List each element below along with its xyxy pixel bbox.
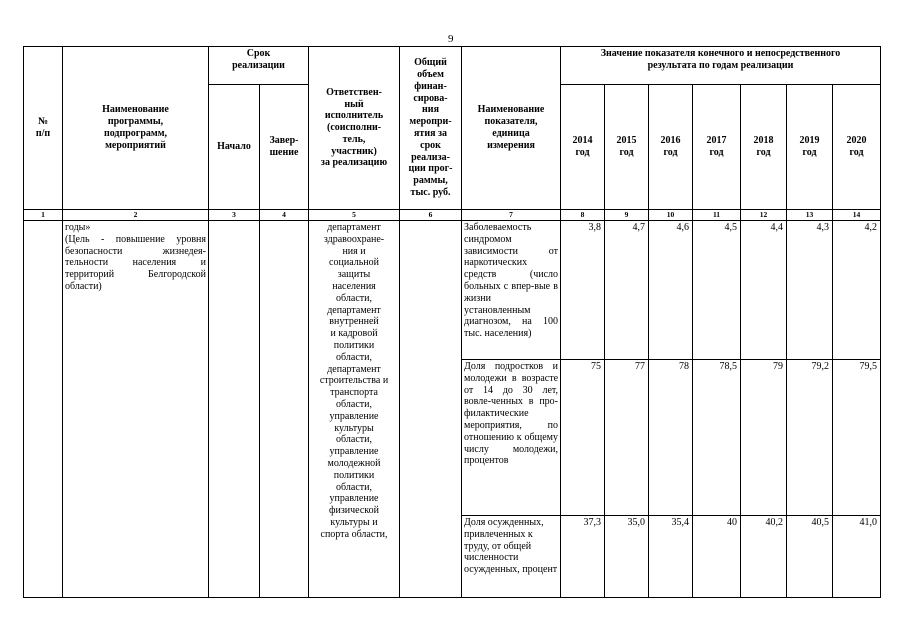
indicator-value: 79,5: [833, 360, 881, 516]
end-cell: [260, 221, 309, 598]
column-number: 14: [833, 210, 881, 221]
header-year-2019: 2019 год: [787, 85, 833, 210]
indicator-value: 79: [741, 360, 787, 516]
start-cell: [209, 221, 260, 598]
indicator-value: 4,5: [693, 221, 741, 360]
row-number-cell: [24, 221, 63, 598]
column-number: 6: [400, 210, 462, 221]
column-number: 11: [693, 210, 741, 221]
header-number: № п/п: [24, 47, 63, 210]
program-table: [23, 46, 881, 598]
column-number: 1: [24, 210, 63, 221]
column-number: 8: [561, 210, 605, 221]
indicator-value: 40,5: [787, 516, 833, 598]
indicator-value: 79,2: [787, 360, 833, 516]
indicator-value: 4,6: [649, 221, 693, 360]
column-number: 13: [787, 210, 833, 221]
indicator-value: 37,3: [561, 516, 605, 598]
indicator-name: Доля осужденных, привлеченных к труду, от общей численности осужденных, процент: [462, 516, 561, 598]
column-number-row: [24, 210, 881, 221]
indicator-value: 40: [693, 516, 741, 598]
indicator-value: 41,0: [833, 516, 881, 598]
table-row: [24, 221, 881, 360]
column-number: 5: [309, 210, 400, 221]
column-number: 3: [209, 210, 260, 221]
program-name-cell: годы» (Цель - повышение уровня безопасности жизнедея-тельности населения и территорий Белгородской области): [63, 221, 209, 598]
column-number: 2: [63, 210, 209, 221]
column-number: 10: [649, 210, 693, 221]
header-year-2017: 2017 год: [693, 85, 741, 210]
indicator-value: 35,0: [605, 516, 649, 598]
indicator-value: 40,2: [741, 516, 787, 598]
header-program-name: Наименование программы, подпрограмм, мероприятий: [63, 47, 209, 210]
indicator-value: 77: [605, 360, 649, 516]
indicator-value: 78,5: [693, 360, 741, 516]
column-number: 9: [605, 210, 649, 221]
header-year-2015: 2015 год: [605, 85, 649, 210]
funding-cell: [400, 221, 462, 598]
header-year-2014: 2014 год: [561, 85, 605, 210]
header-end: Завер- шение: [260, 85, 309, 210]
indicator-value: 35,4: [649, 516, 693, 598]
header-responsible: Ответствен- ный исполнитель (соисполни- тель, участник) за реализацию: [309, 47, 400, 210]
indicator-value: 75: [561, 360, 605, 516]
indicator-name: Доля подростков и молодежи в возрасте от 14 до 30 лет, вовле-ченных в про-филактические мероприятия, по отношению к общему числу молодежи, процентов: [462, 360, 561, 516]
header-indicator: Наименование показателя, единица измерения: [462, 47, 561, 210]
header-year-2016: 2016 год: [649, 85, 693, 210]
column-number: 7: [462, 210, 561, 221]
page-number: 9: [448, 33, 454, 45]
header-period: Срок реализации: [209, 47, 309, 85]
indicator-name: Заболеваемость синдромом зависимости от наркотических средств (число больных с впер-вые в жизни установленным диагнозом, на 100 тыс. населения): [462, 221, 561, 360]
indicator-value: 4,4: [741, 221, 787, 360]
indicator-value: 4,7: [605, 221, 649, 360]
header-funding: Общий объем финан- сирова- ния меропри- ятия за срок реализа- ции прог- раммы, тыс. руб.: [400, 47, 462, 210]
responsible-cell: департамент здравоохране- ния и социальной защиты населения области, департамент внутренней и кадровой политики области, департамент строительства и транспорта области, управление культуры области, управление молодежной политики области, управление физической культуры и спорта области,: [309, 221, 400, 598]
indicator-value: 4,2: [833, 221, 881, 360]
indicator-value: 78: [649, 360, 693, 516]
header-values-group: Значение показателя конечного и непосредственного результата по годам реализации: [561, 47, 881, 85]
indicator-value: 3,8: [561, 221, 605, 360]
header-year-2018: 2018 год: [741, 85, 787, 210]
header-year-2020: 2020 год: [833, 85, 881, 210]
indicator-value: 4,3: [787, 221, 833, 360]
column-number: 4: [260, 210, 309, 221]
header-start: Начало: [209, 85, 260, 210]
column-number: 12: [741, 210, 787, 221]
